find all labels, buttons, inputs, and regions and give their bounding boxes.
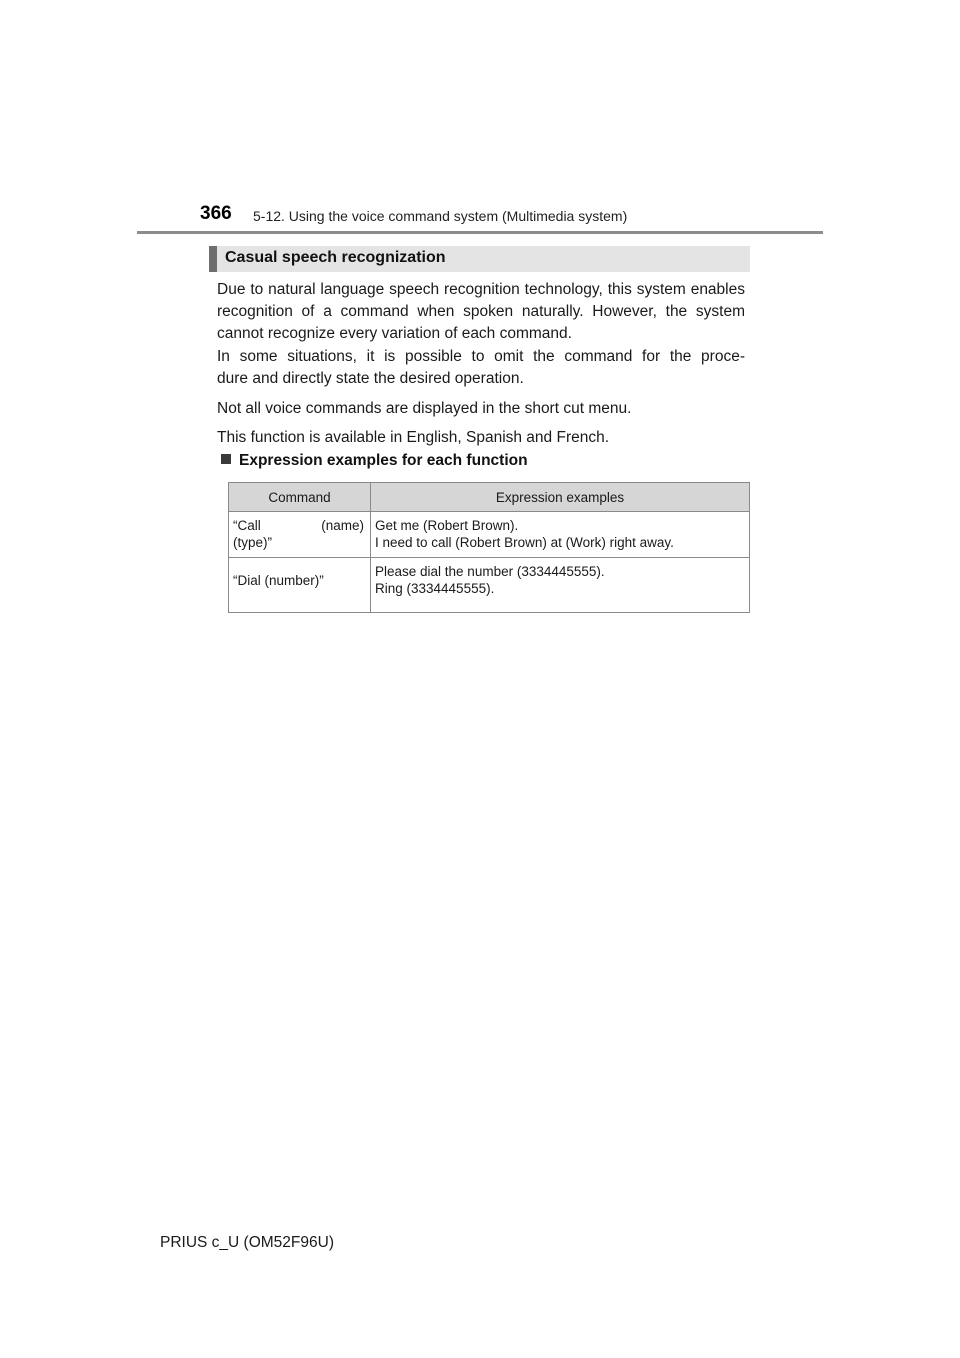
command-word-call: “Call — [233, 518, 261, 533]
example-line: Get me (Robert Brown). — [375, 518, 519, 533]
subheading — [221, 452, 528, 470]
paragraph-omit-command-line2: dure and directly state the desired operation. — [217, 370, 524, 387]
example-line: Ring (3334445555). — [375, 581, 495, 596]
table-row — [229, 512, 750, 558]
paragraph-shortcut-menu: Not all voice commands are displayed in the short cut menu. — [217, 400, 632, 417]
command-line1 — [233, 517, 364, 534]
square-bullet-icon — [221, 454, 231, 464]
paragraph-omit-command — [217, 346, 745, 390]
paragraph-intro: Due to natural language speech recognition technology, this system enables recognition of a command when spoken naturally. However, the system cannot recognize every variation of each command. — [217, 281, 745, 342]
command-text: “Dial (number)” — [233, 573, 324, 588]
command-line2: (type)” — [233, 535, 273, 550]
table-header-row — [229, 483, 750, 512]
table-cell-command — [229, 512, 371, 558]
page-number: 366 — [200, 203, 232, 224]
example-line: Please dial the number (3334445555). — [375, 564, 605, 579]
table-cell-command — [229, 558, 371, 613]
header-rule — [137, 231, 823, 234]
column-header-command: Command — [229, 483, 371, 512]
running-header: 5-12. Using the voice command system (Multimedia system) — [253, 208, 628, 224]
table-cell-examples — [371, 512, 750, 558]
section-heading-label: Casual speech recognization — [225, 249, 446, 266]
section-heading — [209, 246, 750, 272]
command-word-name: (name) — [321, 518, 364, 533]
column-header-expression-examples: Expression examples — [371, 483, 750, 512]
table-cell-examples — [371, 558, 750, 613]
paragraph-languages: This function is available in English, Spanish and French. — [217, 429, 610, 446]
expression-examples-table — [228, 482, 750, 613]
subheading-label: Expression examples for each function — [239, 452, 528, 469]
footer-model: PRIUS c_U (OM52F96U) — [160, 1234, 334, 1251]
paragraph-omit-command-line1: In some situations, it is possible to omit the command for the proce- — [217, 348, 745, 365]
table-row — [229, 558, 750, 613]
example-line: I need to call (Robert Brown) at (Work) right away. — [375, 535, 674, 550]
